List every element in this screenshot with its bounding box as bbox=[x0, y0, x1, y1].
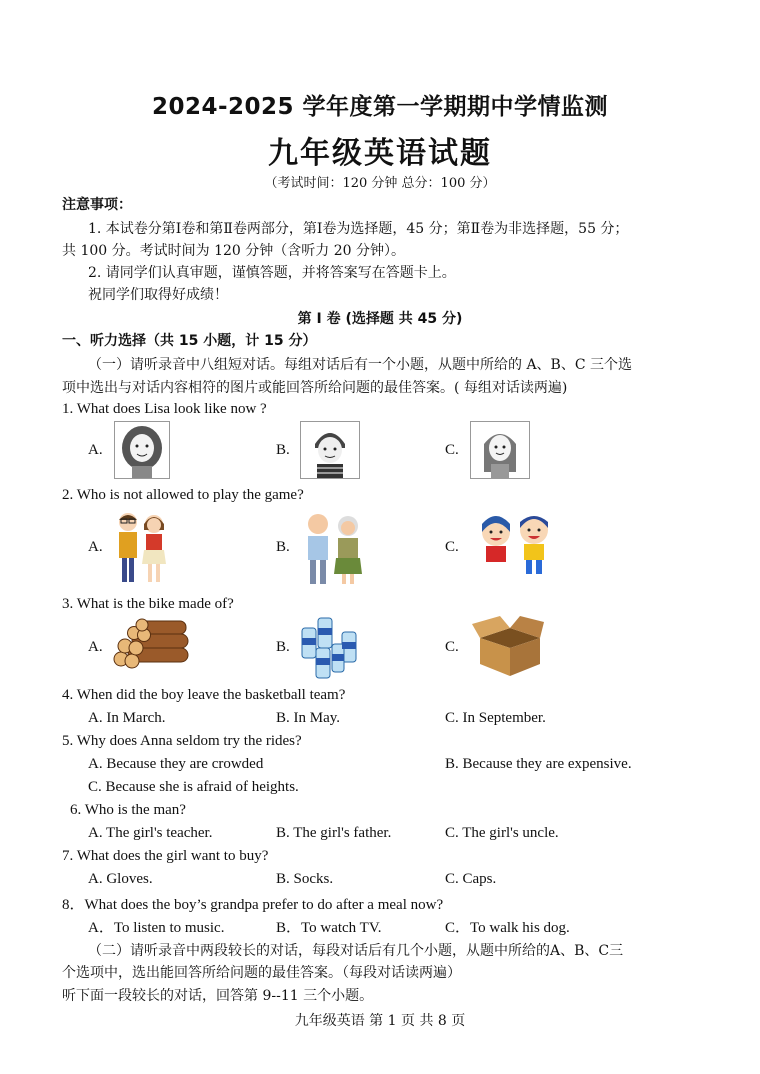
q3-image-c-cardboard-box[interactable] bbox=[470, 614, 544, 678]
q8-option-c[interactable]: C．To walk his dog. bbox=[445, 920, 570, 936]
q5-option-c[interactable]: C. Because she is afraid of heights. bbox=[88, 779, 299, 795]
notes-line3: 祝同学们取得好成绩！ bbox=[88, 287, 228, 303]
intro1: （一）请听录音中八组短对话。每组对话后有一个小题，从题中所给的 A、B、C 三个选 bbox=[88, 357, 633, 373]
q2-label-a: A. bbox=[88, 539, 103, 555]
q6-option-a[interactable]: A. The girl's teacher. bbox=[88, 825, 213, 841]
q1-label-a: A. bbox=[88, 442, 103, 458]
q2-stem: 2. Who is not allowed to play the game? bbox=[62, 487, 304, 503]
q4-option-c[interactable]: C. In September. bbox=[445, 710, 546, 726]
q1-stem: 1. What does Lisa look like now ? bbox=[62, 401, 267, 417]
exam-info: （考试时间：120 分钟 总分：100 分） bbox=[264, 176, 496, 191]
q5-option-a[interactable]: A. Because they are crowded bbox=[88, 756, 264, 772]
intro2-cont: 个选项中，选出能回答所给问题的最佳答案。（每段对话读两遍） bbox=[62, 965, 461, 981]
section1-heading: 一、听力选择（共 15 小题，计 15 分） bbox=[62, 333, 317, 349]
notes-line1-cont: 共 100 分。考试时间为 120 分钟（含听力 20 分钟）。 bbox=[62, 243, 405, 259]
q2-label-c: C. bbox=[445, 539, 459, 555]
q1-label-b: B. bbox=[276, 442, 290, 458]
q8-stem: 8．What does the boy’s grandpa prefer to do after a meal now? bbox=[62, 897, 444, 913]
q6-option-b[interactable]: B. The girl's father. bbox=[276, 825, 392, 841]
q7-option-c[interactable]: C. Caps. bbox=[445, 871, 497, 887]
q8-option-b[interactable]: B．To watch TV. bbox=[276, 920, 382, 936]
notes-line2: 2. 请同学们认真审题，谨慎答题，并将答案写在答题卡上。 bbox=[88, 265, 456, 281]
q3-label-b: B. bbox=[276, 639, 290, 655]
q8-option-a[interactable]: A．To listen to music. bbox=[88, 920, 225, 936]
q2-image-a-young-couple[interactable] bbox=[110, 508, 172, 586]
notes-heading: 注意事项： bbox=[62, 197, 132, 213]
q4-stem: 4. When did the boy leave the basketball team? bbox=[62, 687, 346, 703]
q1-image-c-long-hair[interactable] bbox=[470, 421, 530, 479]
q2-label-b: B. bbox=[276, 539, 290, 555]
q2-image-b-old-couple[interactable] bbox=[300, 510, 368, 586]
q7-option-b[interactable]: B. Socks. bbox=[276, 871, 334, 887]
q1-image-a-girl-curly-hair[interactable] bbox=[114, 421, 170, 479]
q3-label-a: A. bbox=[88, 639, 103, 655]
notes-line1: 1. 本试卷分第Ⅰ卷和第Ⅱ卷两部分，第Ⅰ卷为选择题，45 分；第Ⅱ卷为非选择题，55 分； bbox=[88, 221, 629, 237]
listening-instruction: 听下面一段较长的对话，回答第 9--11 三个小题。 bbox=[62, 988, 374, 1004]
q1-image-b-short-hair[interactable] bbox=[300, 421, 360, 479]
part1-heading: 第 I 卷 (选择题 共 45 分) bbox=[297, 311, 463, 327]
q4-option-a[interactable]: A. In March. bbox=[88, 710, 166, 726]
title-line2: 九年级英语试题 bbox=[268, 136, 492, 171]
q2-image-c-children[interactable] bbox=[472, 514, 560, 580]
q3-image-a-wood[interactable] bbox=[112, 618, 194, 670]
intro2: （二）请听录音中两段较长的对话，每段对话后有几个小题，从题中所给的A、B、C三 bbox=[88, 943, 624, 959]
q7-option-a[interactable]: A. Gloves. bbox=[88, 871, 153, 887]
intro1-cont: 项中选出与对话内容相符的图片或能回答所给问题的最佳答案。( 每组对话读两遍) bbox=[62, 380, 568, 396]
q6-stem: 6. Who is the man? bbox=[70, 802, 186, 818]
q3-stem: 3. What is the bike made of? bbox=[62, 596, 234, 612]
q5-stem: 5. Why does Anna seldom try the rides? bbox=[62, 733, 302, 749]
q7-stem: 7. What does the girl want to buy? bbox=[62, 848, 269, 864]
q6-option-c[interactable]: C. The girl's uncle. bbox=[445, 825, 559, 841]
q4-option-b[interactable]: B. In May. bbox=[276, 710, 341, 726]
page-footer: 九年级英语 第 1 页 共 8 页 bbox=[294, 1013, 466, 1029]
q1-label-c: C. bbox=[445, 442, 459, 458]
q3-label-c: C. bbox=[445, 639, 459, 655]
title-line1: 2024-2025 学年度第一学期期中学情监测 bbox=[151, 94, 609, 120]
q3-image-b-plastic-bottles[interactable] bbox=[298, 614, 362, 680]
q5-option-b[interactable]: B. Because they are expensive. bbox=[445, 756, 632, 772]
